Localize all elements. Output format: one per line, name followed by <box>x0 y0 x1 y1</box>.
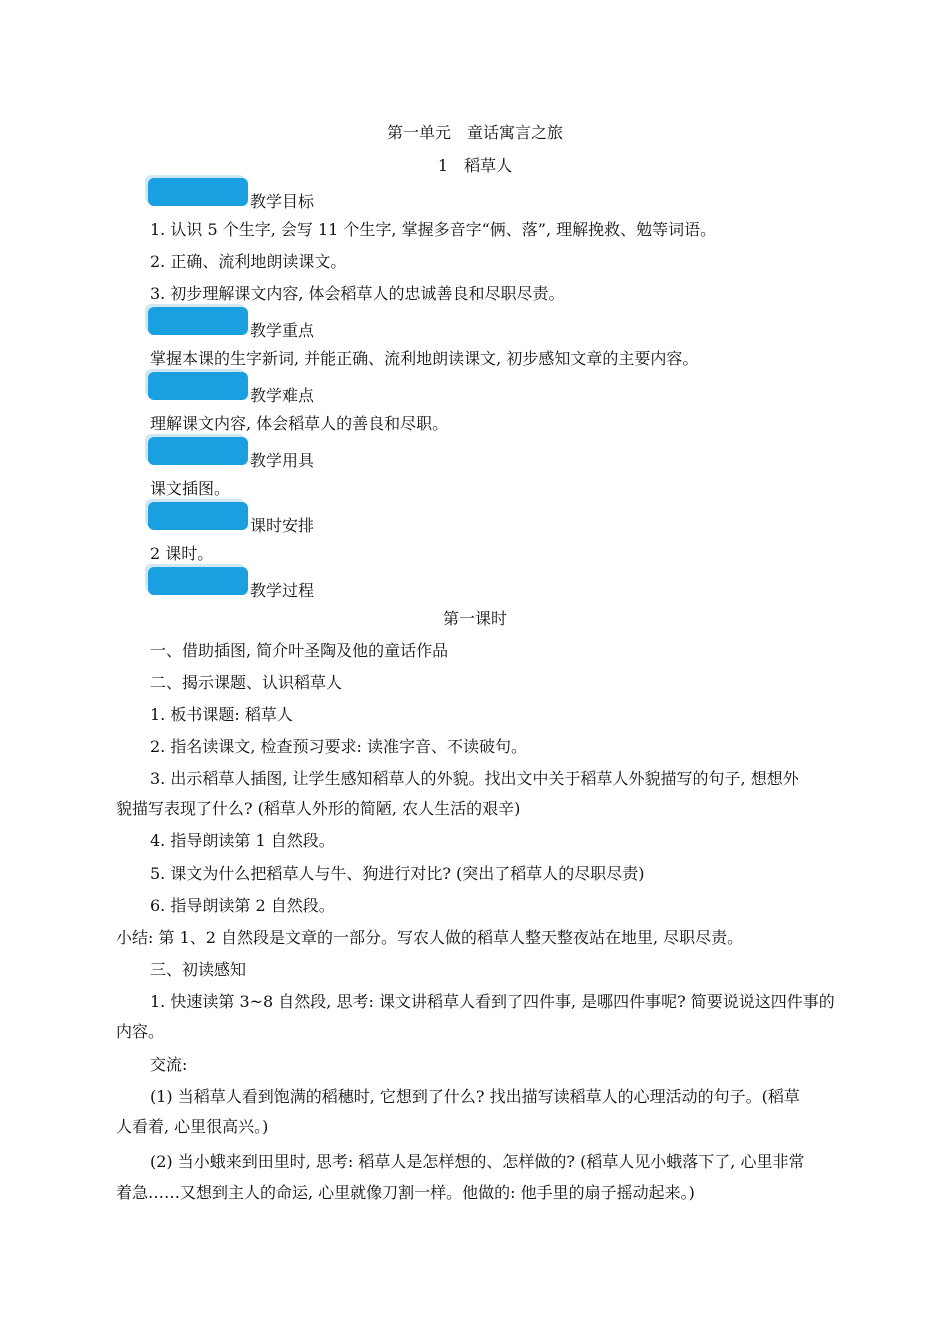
process-line: (1) 当稻草人看到饱满的稻穗时, 它想到了什么? 找出描写读稻草人的心理活动的句子。(稻草 <box>150 1087 800 1106</box>
process-line: 着急……又想到主人的命运, 心里就像刀割一样。他做的: 他手里的扇子摇动起来。) <box>116 1183 695 1202</box>
section-label-process: 教学过程 <box>250 581 315 600</box>
section-label-difficulties: 教学难点 <box>250 386 315 405</box>
section-tag-tools <box>148 437 248 465</box>
process-line: 2. 指名读课文, 检查预习要求: 读准字音、不读破句。 <box>150 737 528 756</box>
process-line: 5. 课文为什么把稻草人与牛、狗进行对比? (突出了稻草人的尽职尽责) <box>150 864 645 883</box>
section-label-tools: 教学用具 <box>250 451 315 470</box>
section-label-key-points: 教学重点 <box>250 321 315 340</box>
process-line: 1. 快速读第 3~8 自然段, 思考: 课文讲稻草人看到了四件事, 是哪四件事呢? 简要说说这四件事的 <box>150 992 835 1011</box>
key-points-text: 掌握本课的生字新词, 并能正确、流利地朗读课文, 初步感知文章的主要内容。 <box>150 349 699 368</box>
lesson-title: 1 稻草人 <box>437 156 513 175</box>
section-tag-difficulties <box>148 372 248 400</box>
process-line: 1. 板书课题: 稻草人 <box>150 705 293 724</box>
process-line: 貌描写表现了什么? (稻草人外形的简陋, 农人生活的艰辛) <box>116 799 521 818</box>
process-line: 4. 指导朗读第 1 自然段。 <box>150 831 335 850</box>
process-line: 内容。 <box>116 1022 165 1041</box>
process-line: 交流: <box>150 1055 188 1074</box>
goal-item: 1. 认识 5 个生字, 会写 11 个生字, 掌握多音字“俩、落”, 理解挽救、勉等词语。 <box>150 220 717 239</box>
goal-item: 3. 初步理解课文内容, 体会稻草人的忠诚善良和尽职尽责。 <box>150 284 565 303</box>
section-label-goals: 教学目标 <box>250 192 315 211</box>
process-line: (2) 当小蛾来到田里时, 思考: 稻草人是怎样想的、怎样做的? (稻草人见小蛾落下了, 心里非常 <box>150 1152 805 1171</box>
process-line: 人看着, 心里很高兴。) <box>116 1117 269 1136</box>
process-line: 二、揭示课题、认识稻草人 <box>150 673 343 692</box>
goal-item: 2. 正确、流利地朗读课文。 <box>150 252 347 271</box>
schedule-text: 2 课时。 <box>150 544 214 563</box>
section-tag-schedule <box>148 502 248 530</box>
lesson-one-title: 第一课时 <box>442 609 507 628</box>
difficulties-text: 理解课文内容, 体会稻草人的善良和尽职。 <box>150 414 449 433</box>
section-label-schedule: 课时安排 <box>250 516 315 535</box>
section-tag-goals <box>148 178 248 206</box>
process-line: 6. 指导朗读第 2 自然段。 <box>150 896 335 915</box>
unit-title: 第一单元 童话寓言之旅 <box>386 123 563 142</box>
process-line: 小结: 第 1、2 自然段是文章的一部分。写农人做的稻草人整天整夜站在地里, 尽职尽责。 <box>116 928 744 947</box>
process-line: 一、借助插图, 简介叶圣陶及他的童话作品 <box>150 641 449 660</box>
section-tag-key-points <box>148 307 248 335</box>
section-tag-process <box>148 567 248 595</box>
process-line: 3. 出示稻草人插图, 让学生感知稻草人的外貌。找出文中关于稻草人外貌描写的句子, 想想外 <box>150 769 799 788</box>
tools-text: 课文插图。 <box>150 479 231 498</box>
process-line: 三、初读感知 <box>150 960 247 979</box>
